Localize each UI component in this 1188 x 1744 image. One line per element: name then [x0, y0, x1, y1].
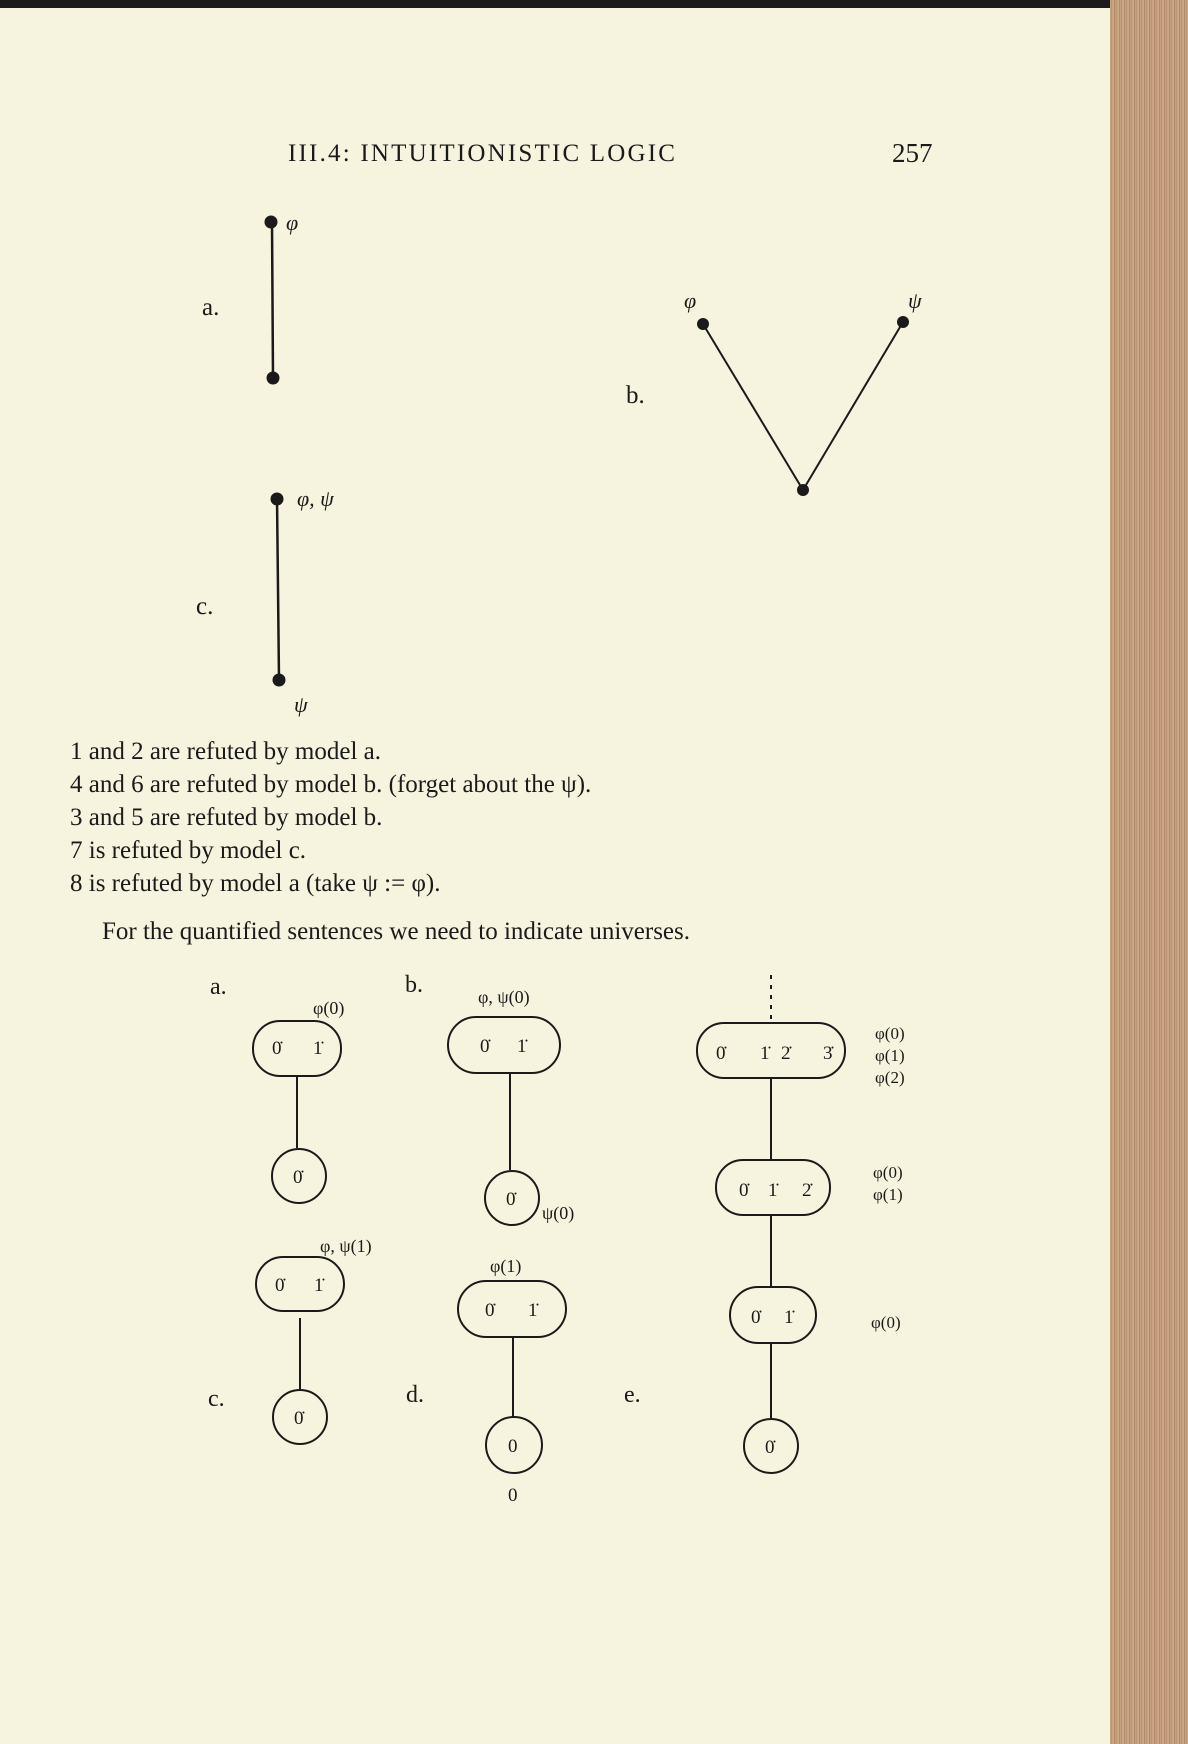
model-c-top-forcing: φ, ψ: [297, 486, 334, 511]
model-a-top-forcing: φ: [286, 210, 299, 235]
model-qb-annotation: φ, ψ(0): [478, 987, 530, 1007]
model-b-right-forcing: ψ: [908, 288, 922, 313]
model-qd-annotation: φ(1): [490, 1256, 522, 1276]
model-qd-top-node: [458, 1281, 566, 1337]
page-number: 257: [892, 138, 933, 168]
model-qa-element: 0̇: [293, 1167, 303, 1188]
model-qe-element: 1̇: [760, 1043, 770, 1064]
refutation-line: 1 and 2 are refuted by model a.: [70, 738, 381, 765]
model-qa-top-node: [253, 1021, 341, 1076]
model-qe-node3-annotation: φ(2): [875, 1068, 905, 1087]
model-qe-element: 2̇: [781, 1043, 791, 1064]
model-qc-element: 1̇: [314, 1275, 324, 1296]
model-qc-element: 0̇: [294, 1408, 304, 1429]
model-qd-below: 0: [508, 1485, 518, 1506]
running-head: III.4: INTUITIONISTIC LOGIC: [288, 140, 678, 167]
model-qb-element: 1̇: [517, 1036, 527, 1057]
model-qc-annotation: φ, ψ(1): [320, 1236, 372, 1256]
model-qe-element: 1̇: [768, 1180, 778, 1201]
model-qe-label: e.: [624, 1382, 641, 1408]
model-qe-node1: [730, 1287, 816, 1343]
model-qe-element: 1̇: [784, 1307, 794, 1328]
model-qb-top-node: [448, 1017, 560, 1073]
model-b-left-forcing: φ: [684, 288, 697, 313]
model-qb-label: b.: [405, 972, 423, 998]
model-c-label: c.: [196, 593, 214, 620]
model-qd-element: 1̇: [528, 1300, 538, 1321]
model-qb-element: 0̇: [480, 1036, 490, 1057]
model-qe-element: 3̇: [823, 1043, 833, 1064]
model-qd-label: d.: [406, 1382, 424, 1408]
model-qb-bottom-annotation: ψ(0): [542, 1203, 575, 1223]
model-qe-node1-annotation: φ(0): [871, 1313, 901, 1332]
model-qc-label: c.: [208, 1386, 225, 1412]
model-qe-element: 2̇: [802, 1180, 812, 1201]
refutation-line: 3 and 5 are refuted by model b.: [70, 804, 383, 831]
model-qe-node2-annotation: φ(0): [873, 1163, 903, 1182]
refutation-line: 4 and 6 are refuted by model b. (forget about the ψ).: [70, 771, 592, 798]
model-qa-element: 0̇: [272, 1038, 282, 1059]
model-qa-annotation: φ(0): [313, 998, 345, 1018]
model-qe-node2-annotation: φ(1): [873, 1185, 903, 1204]
model-b-label: b.: [626, 382, 645, 409]
model-qe-node3-annotation: φ(0): [875, 1024, 905, 1043]
model-qe-element: 0̇: [765, 1437, 775, 1458]
refutation-line: 7 is refuted by model c.: [70, 837, 307, 864]
model-qc-top-node: [256, 1257, 344, 1311]
model-a-label: a.: [202, 294, 220, 321]
model-c-bottom-forcing: ψ: [294, 692, 308, 717]
intro-sentence: For the quantified sentences we need to indicate universes.: [102, 918, 691, 945]
model-qe-element: 0̇: [739, 1180, 749, 1201]
model-qc-element: 0̇: [275, 1275, 285, 1296]
model-qe-element: 0̇: [716, 1043, 726, 1064]
model-qa-label: a.: [210, 974, 227, 1000]
model-qe-node3-annotation: φ(1): [875, 1046, 905, 1065]
model-qa-element: 1̇: [313, 1038, 323, 1059]
model-qe-element: 0̇: [751, 1307, 761, 1328]
page-edge: [1110, 0, 1188, 1744]
model-qd-element: 0: [508, 1436, 518, 1457]
model-qb-element: 0̇: [506, 1189, 516, 1210]
refutation-line: 8 is refuted by model a (take ψ := φ).: [70, 870, 441, 897]
model-qd-element: 0̇: [485, 1300, 495, 1321]
